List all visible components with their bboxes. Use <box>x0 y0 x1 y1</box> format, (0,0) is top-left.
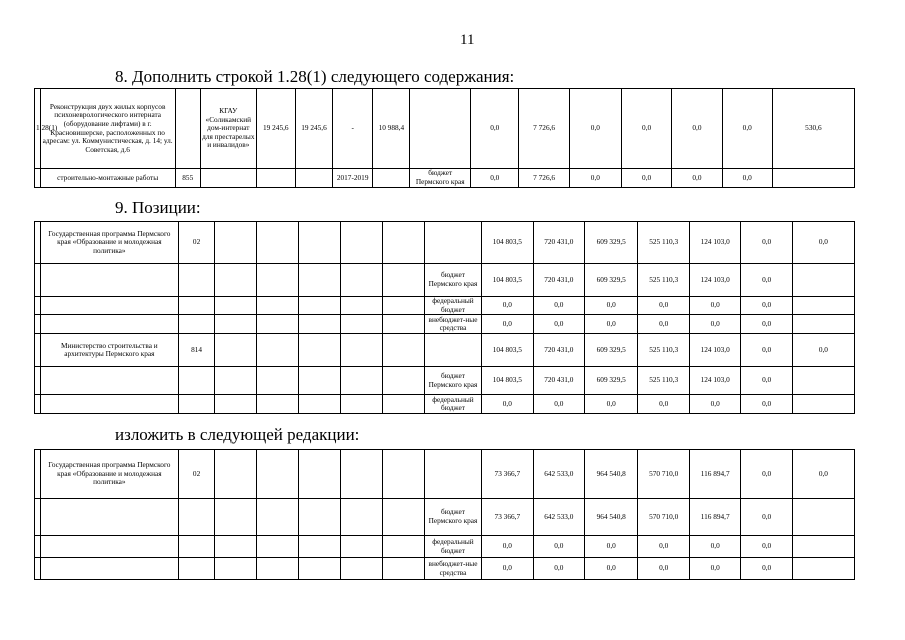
cell-col-8: 10 988,4 <box>373 89 410 169</box>
cell-admin <box>175 89 200 169</box>
cell-year-7 <box>792 315 854 334</box>
cell-col-8 <box>382 536 424 558</box>
cell-year-4: 525 110,3 <box>638 367 689 395</box>
cell-period <box>341 334 383 367</box>
cell-cost-total <box>257 499 299 536</box>
cell-name <box>40 367 178 395</box>
cell-cost-remain <box>299 499 341 536</box>
cell-year-3: 0,0 <box>569 89 621 169</box>
table-row <box>35 367 855 395</box>
cell-col-8 <box>382 315 424 334</box>
cell-year-1: 0,0 <box>471 169 519 188</box>
cell-year-4: 570 710,0 <box>638 499 689 536</box>
cell-cost-total <box>257 222 299 264</box>
table-row <box>35 558 855 580</box>
cell-year-7 <box>792 367 854 395</box>
table-add <box>34 88 855 188</box>
cell-period <box>341 499 383 536</box>
cell-cost-remain <box>299 297 341 315</box>
cell-year-7: 0,0 <box>792 222 854 264</box>
cell-period <box>341 264 383 297</box>
cell-year-7: 530,6 <box>772 89 854 169</box>
cell-year-5: 0,0 <box>689 395 740 414</box>
cell-year-6: 0,0 <box>741 297 792 315</box>
cell-source <box>424 450 481 499</box>
cell-source: федеральный бюджет <box>424 395 481 414</box>
table-row <box>35 297 855 315</box>
cell-year-4: 0,0 <box>621 169 671 188</box>
table-row <box>35 89 855 169</box>
cell-name <box>40 499 178 536</box>
cell-cost-remain <box>299 315 341 334</box>
cell-year-4: 0,0 <box>638 536 689 558</box>
cell-period <box>341 395 383 414</box>
cell-year-2: 7 726,6 <box>519 169 569 188</box>
cell-year-5: 0,0 <box>689 315 740 334</box>
cell-year-3: 0,0 <box>585 315 638 334</box>
cell-year-3: 964 540,8 <box>585 499 638 536</box>
cell-admin <box>178 264 214 297</box>
cell-year-4: 525 110,3 <box>638 334 689 367</box>
section-new-heading: изложить в следующей редакции: <box>115 425 360 444</box>
cell-period <box>341 536 383 558</box>
cell-admin: 02 <box>178 450 214 499</box>
cell-cost-total <box>256 169 295 188</box>
cell-col-8 <box>382 450 424 499</box>
cell-period: 2017-2019 <box>333 169 373 188</box>
cell-year-2: 7 726,6 <box>519 89 569 169</box>
cell-year-2: 0,0 <box>533 297 584 315</box>
cell-year-4: 0,0 <box>638 395 689 414</box>
cell-year-5: 124 103,0 <box>689 367 740 395</box>
cell-year-6: 0,0 <box>741 222 792 264</box>
cell-year-2: 642 533,0 <box>533 499 584 536</box>
cell-year-5: 0,0 <box>672 169 722 188</box>
cell-year-7 <box>792 536 854 558</box>
cell-col-8 <box>382 334 424 367</box>
cell-cost-total <box>257 450 299 499</box>
cell-year-5: 124 103,0 <box>689 334 740 367</box>
cell-source: бюджет Пермского края <box>424 264 481 297</box>
cell-year-2: 720 431,0 <box>533 334 584 367</box>
cell-year-5: 124 103,0 <box>689 222 740 264</box>
cell-year-7 <box>792 297 854 315</box>
table-row <box>35 334 855 367</box>
cell-year-4: 0,0 <box>638 315 689 334</box>
cell-name <box>40 395 178 414</box>
cell-year-5: 116 894,7 <box>689 499 740 536</box>
cell-year-6: 0,0 <box>722 89 772 169</box>
cell-year-6: 0,0 <box>741 367 792 395</box>
cell-year-1: 0,0 <box>482 297 533 315</box>
cell-admin <box>178 558 214 580</box>
cell-admin: 02 <box>178 222 214 264</box>
cell-year-6: 0,0 <box>741 395 792 414</box>
cell-year-3: 609 329,5 <box>585 367 638 395</box>
cell-admin <box>178 297 214 315</box>
cell-source: внебюджет-ные средства <box>424 558 481 580</box>
cell-period <box>341 222 383 264</box>
cell-executor <box>215 297 257 315</box>
cell-col-8 <box>382 264 424 297</box>
cell-executor <box>215 450 257 499</box>
cell-executor <box>215 315 257 334</box>
cell-executor <box>215 499 257 536</box>
cell-executor <box>215 264 257 297</box>
cell-year-6: 0,0 <box>741 315 792 334</box>
cell-executor: КГАУ «Соликамский дом-интернат для престарелых и инвалидов» <box>200 89 256 169</box>
cell-year-2: 720 431,0 <box>533 264 584 297</box>
table-row <box>35 222 855 264</box>
cell-cost-remain <box>299 395 341 414</box>
cell-name <box>40 297 178 315</box>
cell-year-3: 0,0 <box>585 536 638 558</box>
cell-year-7 <box>792 499 854 536</box>
cell-year-3: 0,0 <box>569 169 621 188</box>
cell-year-7 <box>772 169 854 188</box>
table-positions <box>34 221 855 414</box>
cell-cost-remain <box>299 222 341 264</box>
cell-year-3: 609 329,5 <box>585 222 638 264</box>
cell-cost-remain <box>299 367 341 395</box>
cell-col-8 <box>382 558 424 580</box>
cell-name: Министерство строительства и архитектуры Пермского края <box>40 334 178 367</box>
cell-year-6: 0,0 <box>741 536 792 558</box>
cell-year-5: 0,0 <box>689 536 740 558</box>
cell-year-5: 0,0 <box>672 89 722 169</box>
table-row <box>35 169 855 188</box>
cell-year-1: 0,0 <box>482 536 533 558</box>
cell-name: Государственная программа Пермского края «Образование и молодежная политика» <box>40 450 178 499</box>
cell-cost-remain: 19 245,6 <box>295 89 332 169</box>
cell-year-4: 0,0 <box>638 558 689 580</box>
table-row <box>35 395 855 414</box>
cell-cost-total <box>257 395 299 414</box>
cell-cost-total <box>257 536 299 558</box>
cell-source <box>410 89 471 169</box>
cell-year-2: 0,0 <box>533 536 584 558</box>
cell-admin <box>178 395 214 414</box>
cell-source: бюджет Пермского края <box>410 169 471 188</box>
cell-year-1: 0,0 <box>482 395 533 414</box>
cell-name <box>40 536 178 558</box>
cell-name: Государственная программа Пермского края «Образование и молодежная политика» <box>40 222 178 264</box>
cell-period <box>341 315 383 334</box>
cell-admin <box>178 536 214 558</box>
cell-period <box>341 297 383 315</box>
cell-admin <box>178 367 214 395</box>
cell-year-1: 0,0 <box>482 315 533 334</box>
cell-year-4: 525 110,3 <box>638 222 689 264</box>
cell-executor <box>215 558 257 580</box>
cell-cost-remain <box>299 450 341 499</box>
cell-source: федеральный бюджет <box>424 297 481 315</box>
cell-cost-remain <box>299 264 341 297</box>
cell-cost-remain <box>299 536 341 558</box>
section-add-heading: 8. Дополнить строкой 1.28(1) следующего содержания: <box>115 67 515 86</box>
cell-year-1: 0,0 <box>471 89 519 169</box>
cell-executor <box>200 169 256 188</box>
cell-cost-total <box>257 315 299 334</box>
cell-year-7 <box>792 395 854 414</box>
cell-year-7: 0,0 <box>792 334 854 367</box>
cell-year-1: 104 803,5 <box>482 264 533 297</box>
cell-cost-total: 19 245,6 <box>256 89 295 169</box>
cell-year-5: 0,0 <box>689 558 740 580</box>
cell-year-1: 104 803,5 <box>482 367 533 395</box>
cell-cost-total <box>257 297 299 315</box>
cell-source: бюджет Пермского края <box>424 499 481 536</box>
cell-year-1: 73 366,7 <box>482 499 533 536</box>
cell-col-8 <box>382 367 424 395</box>
cell-year-3: 0,0 <box>585 558 638 580</box>
cell-cost-remain <box>299 334 341 367</box>
cell-cost-remain <box>299 558 341 580</box>
cell-admin <box>178 499 214 536</box>
cell-year-1: 73 366,7 <box>482 450 533 499</box>
cell-admin: 855 <box>175 169 200 188</box>
cell-year-6: 0,0 <box>741 334 792 367</box>
cell-executor <box>215 334 257 367</box>
cell-year-3: 0,0 <box>585 297 638 315</box>
cell-year-4: 0,0 <box>638 297 689 315</box>
cell-year-6: 0,0 <box>741 499 792 536</box>
cell-cost-total <box>257 264 299 297</box>
cell-name: Реконструкция двух жилых корпусов психоневрологического интерната (оборудование лифтами) в г. Красновишерске, расположенных по адресам: ул. Коммунистическая, д. 14; ул. Советская, д.6 <box>40 89 175 169</box>
cell-year-3: 964 540,8 <box>585 450 638 499</box>
cell-year-2: 720 431,0 <box>533 367 584 395</box>
cell-year-6: 0,0 <box>741 558 792 580</box>
cell-year-2: 720 431,0 <box>533 222 584 264</box>
cell-year-5: 124 103,0 <box>689 264 740 297</box>
cell-code: 1.28(1) <box>35 89 41 169</box>
cell-period <box>341 450 383 499</box>
cell-cost-remain <box>295 169 332 188</box>
cell-year-5: 0,0 <box>689 297 740 315</box>
cell-source: внебюджет-ные средства <box>424 315 481 334</box>
cell-col-8 <box>382 297 424 315</box>
cell-admin: 814 <box>178 334 214 367</box>
cell-year-7: 0,0 <box>792 450 854 499</box>
cell-year-2: 0,0 <box>533 395 584 414</box>
cell-year-1: 104 803,5 <box>482 334 533 367</box>
page-number: 11 <box>460 32 475 48</box>
cell-executor <box>215 395 257 414</box>
cell-name <box>40 264 178 297</box>
cell-year-6: 0,0 <box>722 169 772 188</box>
cell-executor <box>215 536 257 558</box>
cell-col-8 <box>382 499 424 536</box>
cell-year-1: 0,0 <box>482 558 533 580</box>
cell-period <box>341 367 383 395</box>
cell-source: федеральный бюджет <box>424 536 481 558</box>
cell-year-1: 104 803,5 <box>482 222 533 264</box>
cell-year-2: 0,0 <box>533 558 584 580</box>
cell-admin <box>178 315 214 334</box>
cell-year-6: 0,0 <box>741 450 792 499</box>
cell-name <box>40 558 178 580</box>
cell-name <box>40 315 178 334</box>
table-row <box>35 315 855 334</box>
cell-col-8 <box>382 222 424 264</box>
table-row <box>35 536 855 558</box>
cell-year-3: 609 329,5 <box>585 334 638 367</box>
cell-source: бюджет Пермского края <box>424 367 481 395</box>
cell-year-4: 525 110,3 <box>638 264 689 297</box>
cell-executor <box>215 222 257 264</box>
cell-year-7 <box>792 264 854 297</box>
cell-executor <box>215 367 257 395</box>
cell-cost-total <box>257 558 299 580</box>
cell-col-8 <box>373 169 410 188</box>
cell-year-4: 0,0 <box>621 89 671 169</box>
cell-name: строительно-монтажные работы <box>40 169 175 188</box>
cell-col-8 <box>382 395 424 414</box>
cell-cost-total <box>257 334 299 367</box>
section-positions-heading: 9. Позиции: <box>115 198 201 217</box>
cell-year-5: 116 894,7 <box>689 450 740 499</box>
cell-year-7 <box>792 558 854 580</box>
cell-year-3: 609 329,5 <box>585 264 638 297</box>
cell-period <box>341 558 383 580</box>
table-row <box>35 264 855 297</box>
table-new <box>34 449 855 580</box>
cell-year-4: 570 710,0 <box>638 450 689 499</box>
cell-source <box>424 334 481 367</box>
cell-year-2: 642 533,0 <box>533 450 584 499</box>
cell-cost-total <box>257 367 299 395</box>
cell-year-6: 0,0 <box>741 264 792 297</box>
cell-year-2: 0,0 <box>533 315 584 334</box>
cell-year-3: 0,0 <box>585 395 638 414</box>
cell-source <box>424 222 481 264</box>
cell-period: - <box>333 89 373 169</box>
table-row <box>35 450 855 499</box>
table-row <box>35 499 855 536</box>
